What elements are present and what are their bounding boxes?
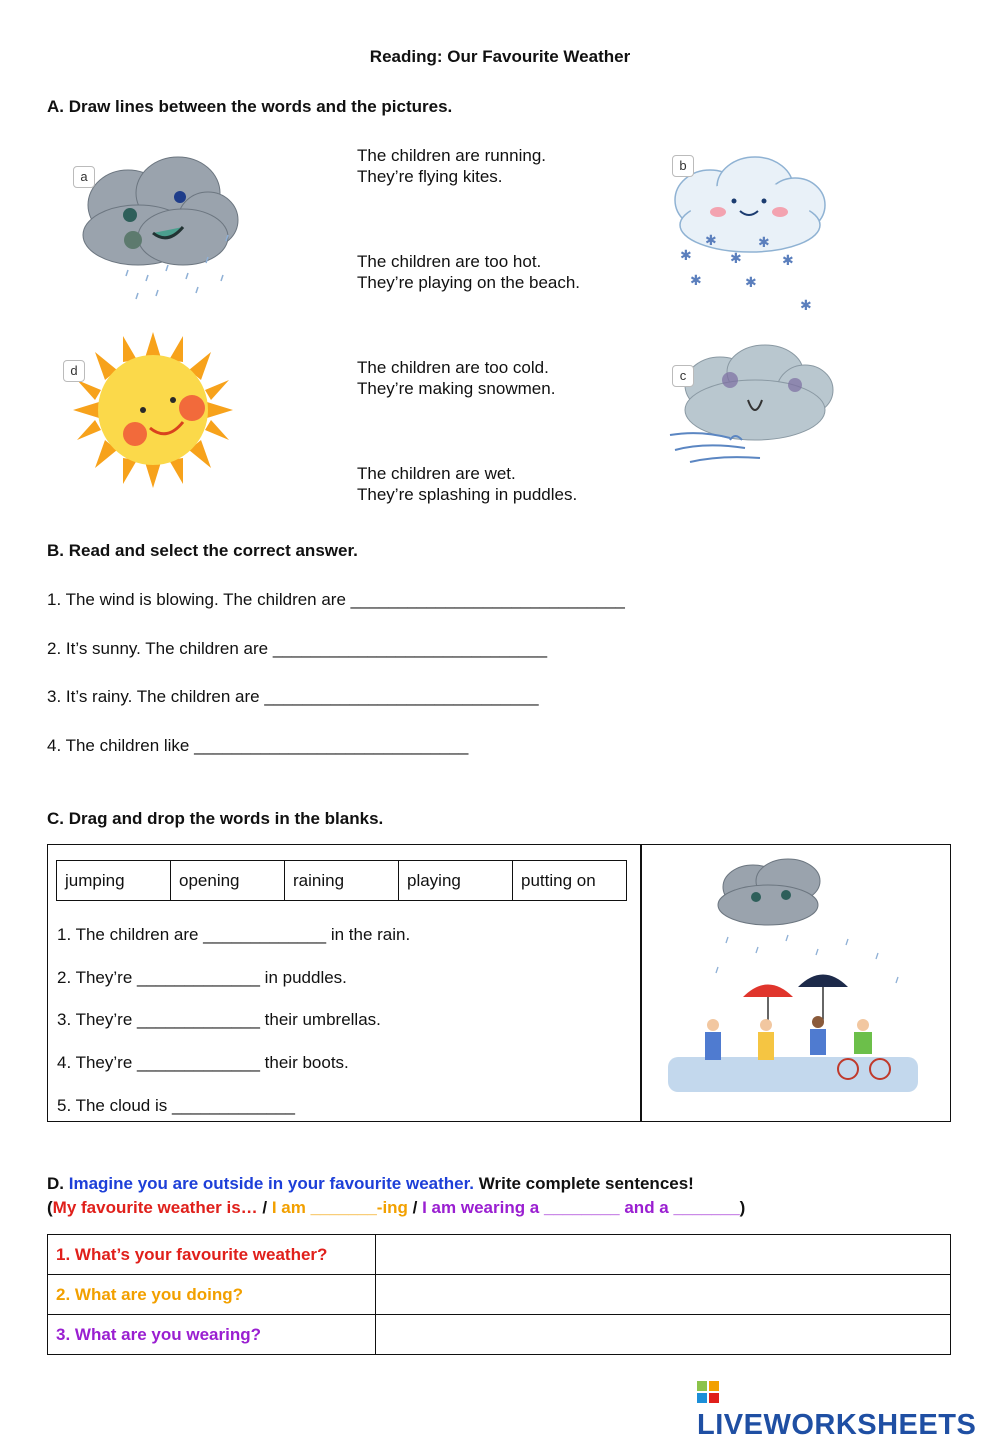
match-sentence-4[interactable] (357, 463, 577, 505)
answer-blank[interactable]: _____________________________ (350, 590, 625, 609)
section-d-prompt (47, 1174, 694, 1194)
svg-text:✱: ✱ (758, 235, 770, 251)
hint-red: My favourite weather is… (52, 1198, 258, 1217)
answer-table (47, 1234, 951, 1355)
question-cell: 3. What are you wearing? (48, 1315, 376, 1355)
sentence-line: They’re making snowmen. (357, 379, 556, 398)
hint-paren: ( (47, 1198, 53, 1217)
sentence-text: 3. They’re (57, 1010, 133, 1029)
section-c-heading: C. Drag and drop the words in the blanks. (47, 809, 384, 828)
hint-sep: / (407, 1198, 423, 1217)
sentence-text: 5. The cloud is (57, 1096, 168, 1115)
svg-text:✱: ✱ (782, 253, 794, 269)
prompt-black: Write complete sentences! (478, 1174, 694, 1193)
picture-a[interactable] (58, 145, 248, 305)
sentence-text: their umbrellas. (264, 1010, 381, 1029)
question-b-2 (47, 638, 547, 659)
logo-text: LIVEWORKSHEETS (697, 1409, 977, 1441)
sentence-line: The children are wet. (357, 464, 516, 483)
section-letter: D. (47, 1174, 64, 1193)
picture-c[interactable] (660, 340, 840, 475)
question-text: 3. It’s rainy. The children are (47, 687, 260, 706)
word-chip[interactable]: putting on (513, 861, 627, 901)
sentence-line: The children are too hot. (357, 252, 542, 271)
drop-zone[interactable]: _____________ (203, 925, 327, 944)
question-b-4 (47, 735, 468, 756)
rainy-children-illustration (658, 857, 938, 1107)
question-cell: 1. What’s your favourite weather? (48, 1235, 376, 1275)
drop-zone[interactable]: _____________ (172, 1096, 295, 1115)
picture-label-c: c (672, 365, 694, 387)
svg-text:✱: ✱ (690, 273, 702, 289)
drop-zone[interactable]: _____________ (137, 1010, 260, 1029)
svg-text:✱: ✱ (680, 248, 692, 264)
sentence-line: The children are running. (357, 146, 547, 165)
drop-zone[interactable]: _____________ (137, 968, 260, 987)
match-sentence-1[interactable] (357, 145, 546, 187)
word-bank (56, 860, 627, 901)
sentence-text: in puddles. (264, 968, 347, 987)
match-sentence-3[interactable] (357, 357, 555, 399)
svg-text:✱: ✱ (745, 275, 757, 291)
sentence-line: They’re flying kites. (357, 167, 503, 186)
wind-cloud-icon (660, 340, 840, 475)
drop-sentence-4 (57, 1052, 349, 1073)
question-text: 4. The children like (47, 736, 190, 755)
answer-blank[interactable]: _____________________________ (194, 736, 469, 755)
sun-icon (55, 330, 240, 490)
liveworksheets-logo (697, 1376, 1000, 1442)
picture-label-a: a (73, 166, 95, 188)
table-row (48, 1315, 951, 1355)
answer-cell[interactable] (376, 1315, 951, 1355)
word-chip[interactable]: playing (399, 861, 513, 901)
logo-icon (697, 1378, 719, 1400)
table-row (48, 1235, 951, 1275)
picture-label-d: d (63, 360, 85, 382)
drop-zone[interactable]: _____________ (137, 1053, 260, 1072)
question-cell: 2. What are you doing? (48, 1275, 376, 1315)
svg-text:✱: ✱ (800, 298, 812, 314)
svg-text:✱: ✱ (705, 233, 717, 249)
question-text: 1. The wind is blowing. The children are (47, 590, 346, 609)
picture-b[interactable] (660, 145, 840, 325)
drop-sentence-1 (57, 924, 410, 945)
table-row (48, 1275, 951, 1315)
answer-cell[interactable] (376, 1275, 951, 1315)
hint-sep: / (257, 1198, 272, 1217)
sentence-text: in the rain. (330, 925, 411, 944)
section-b-heading: B. Read and select the correct answer. (47, 541, 358, 560)
sentence-line: They’re splashing in puddles. (357, 485, 578, 504)
sentence-text: their boots. (264, 1053, 349, 1072)
answer-blank[interactable]: _____________________________ (272, 639, 548, 658)
drop-sentence-5 (57, 1095, 295, 1116)
drop-sentence-3 (57, 1009, 381, 1030)
section-a-heading: A. Draw lines between the words and the pictures. (47, 97, 453, 116)
answer-blank[interactable]: _____________________________ (264, 687, 539, 706)
sentence-line: The children are too cold. (357, 358, 549, 377)
answer-cell[interactable] (376, 1235, 951, 1275)
section-d-hint (47, 1198, 745, 1218)
picture-d[interactable] (55, 330, 240, 490)
page-title: Reading: Our Favourite Weather (369, 47, 631, 66)
prompt-blue: Imagine you are outside in your favourite weather. (68, 1174, 475, 1193)
question-text: 2. It’s sunny. The children are (47, 639, 269, 658)
sentence-text: 1. The children are (57, 925, 199, 944)
picture-label-b: b (672, 155, 694, 177)
section-c-box (47, 844, 951, 1122)
hint-paren: ) (739, 1198, 746, 1217)
word-chip[interactable]: jumping (57, 861, 171, 901)
sentence-text: 2. They’re (57, 968, 133, 987)
hint-orange: I am _______-ing (271, 1198, 408, 1217)
question-b-1 (47, 589, 625, 610)
word-chip[interactable]: opening (171, 861, 285, 901)
svg-text:✱: ✱ (730, 251, 742, 267)
question-b-3 (47, 686, 539, 707)
box-divider (640, 845, 642, 1121)
match-sentence-2[interactable] (357, 251, 580, 293)
hint-purple: I am wearing a ________ and a _______ (422, 1198, 740, 1217)
word-chip[interactable]: raining (285, 861, 399, 901)
drop-sentence-2 (57, 967, 347, 988)
sentence-text: 4. They’re (57, 1053, 133, 1072)
sentence-line: They’re playing on the beach. (357, 273, 581, 292)
